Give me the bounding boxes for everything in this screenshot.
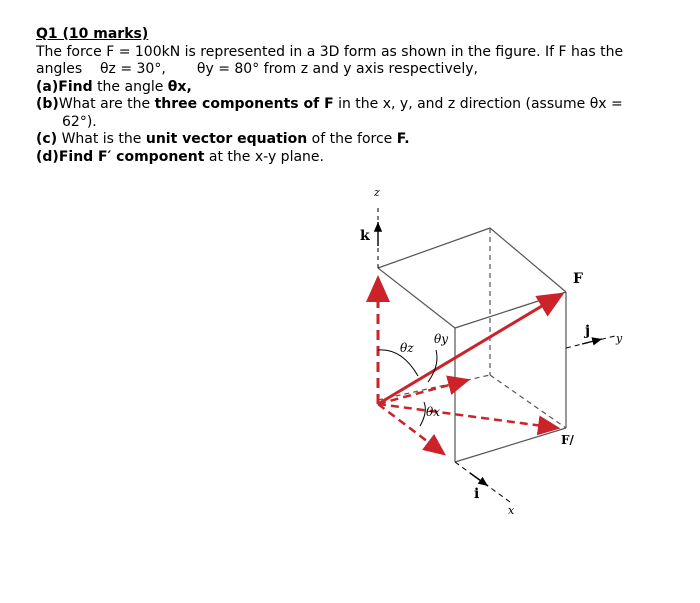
- part-b: (b)What are the three components of F in the x, y, and z direction (assume θx =: [36, 96, 623, 112]
- projection-guide: [558, 298, 562, 428]
- k-unit-label: k: [360, 228, 370, 244]
- intro-line-2: angles θz = 30°, θy = 80° from z and y axis respectively,: [36, 61, 478, 77]
- theta-x-arc: [420, 402, 425, 426]
- intro-line-1: The force F = 100kN is represented in a 3D form as shown in the figure. If F has the: [36, 43, 624, 60]
- question-text: [36, 26, 676, 166]
- y-axis-label: y: [616, 332, 623, 345]
- box-hidden-back-bottom-edge: [378, 375, 490, 400]
- box-top-front-edge: [455, 292, 566, 328]
- box-top-right-edge: [490, 228, 566, 292]
- part-d: (d)Find F′ component at the x-y plane.: [36, 148, 324, 165]
- box-bottom-front-edge: [455, 428, 566, 462]
- theta-x-label: θx: [426, 405, 440, 419]
- theta-y-arc: [428, 350, 437, 382]
- force-vectors: [378, 278, 562, 454]
- F-label: F: [573, 271, 583, 287]
- F-prime-label: F/: [561, 433, 574, 447]
- box-top-left-edge: [378, 268, 455, 328]
- j-unit-label: j: [585, 323, 591, 339]
- diagram-labels: [360, 186, 623, 517]
- i-unit-arrow: [470, 473, 488, 486]
- part-c: (c) What is the unit vector equation of the force F.: [36, 131, 410, 147]
- force-diagram: [340, 180, 660, 520]
- z-axis-label: z: [374, 186, 380, 199]
- x-axis-label: x: [508, 504, 515, 517]
- box-top-back-edge: [378, 228, 490, 268]
- axes: [378, 208, 615, 502]
- i-unit-label: i: [474, 486, 480, 502]
- part-a: (a)Find the angle θx,: [36, 78, 192, 95]
- part-b-continued: 62°).: [62, 113, 97, 130]
- question-title: Q1 (10 marks): [36, 26, 149, 42]
- j-unit-arrow: [582, 339, 602, 344]
- force-diagram-svg: [340, 180, 660, 520]
- theta-y-label: θy: [434, 332, 449, 346]
- theta-z-label: θz: [400, 341, 414, 355]
